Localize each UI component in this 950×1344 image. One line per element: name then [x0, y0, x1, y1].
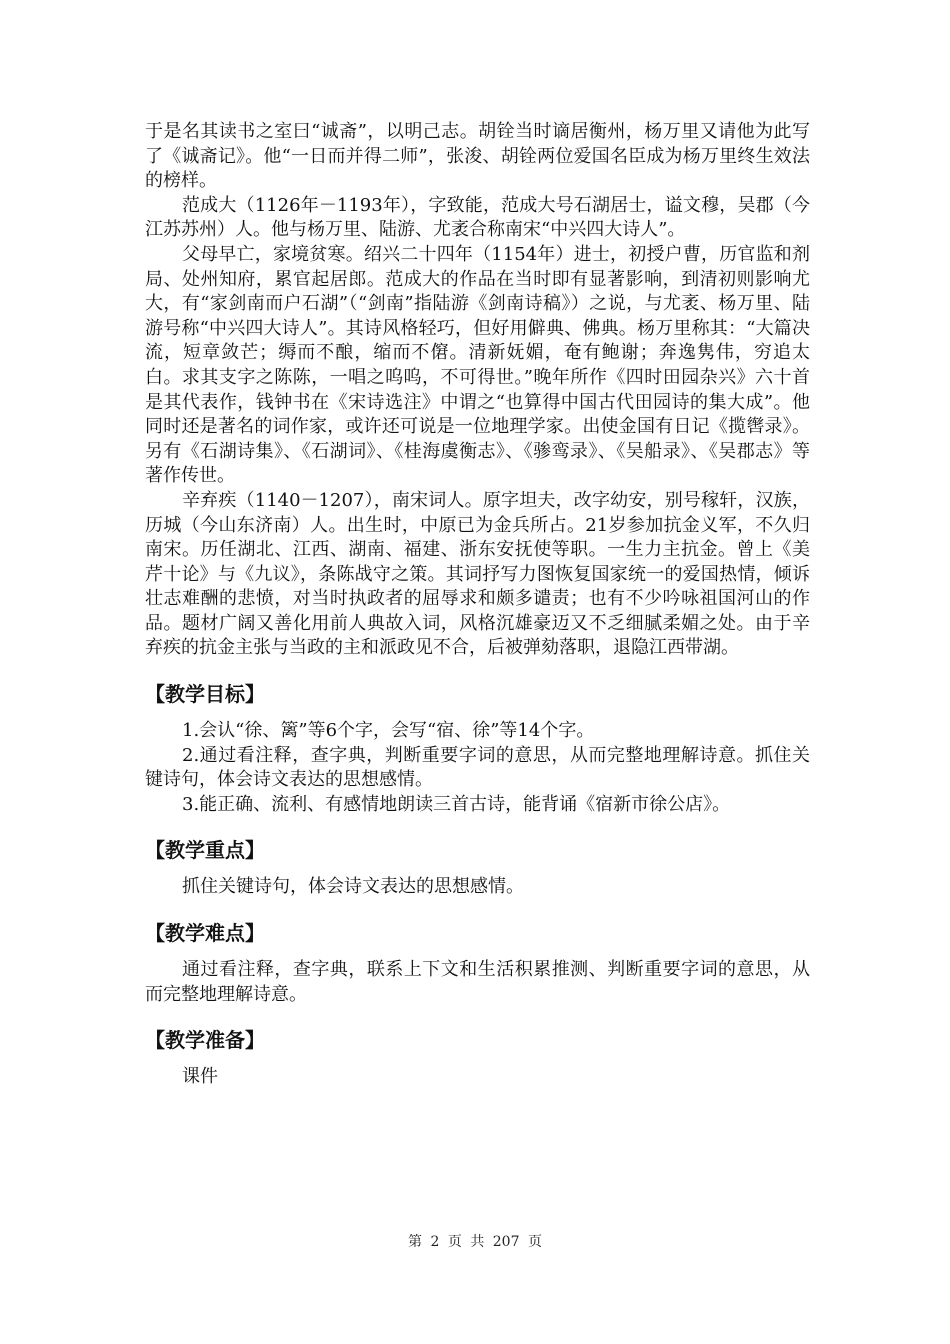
- preparation-text: 课件: [182, 1066, 218, 1088]
- key-points-text: 抓住关键诗句，体会诗文表达的思想感情。: [182, 876, 524, 898]
- footer-total-pages: 207: [492, 1234, 520, 1250]
- footer-current-page: 2: [430, 1234, 440, 1250]
- body-paragraph-xin-qiji-bio: 辛弃疾（1140－1207），南宋词人。原字坦夫，改字幼安，别号稼轩，汉族，历城（今山东济南）人。出生时，中原已为金兵所占。21岁参加抗金义军，不久归南宋。历任湖北、江西、湖南、福建、浙东安抚使等职。一生力主抗金。曾上《美芹十论》与《九议》，条陈战守之策。其词抒写力图恢复国家统一的爱国热情，倾诉壮志难酬的悲愤，对当时执政者的屈辱求和颇多谴责；也有不少吟咏祖国河山的作品。题材广阔又善化用前人典故入词，风格沉雄豪迈又不乏细腻柔媚之处。由于辛弃疾的抗金主张与当政的主和派政见不合，后被弹劾落职，退隐江西带湖。: [145, 489, 810, 659]
- objective-item: 1.会认“徐、篱”等6个字，会写“宿、徐”等14个字。: [182, 720, 595, 742]
- body-paragraph-fan-chengda-intro: 范成大（1126年－1193年），字致能，范成大号石湖居士，谥文穆，吴郡（今江苏苏州）人。他与杨万里、陆游、尤袤合称南宋“中兴四大诗人”。: [145, 194, 810, 241]
- footer-prefix: 第: [408, 1234, 423, 1250]
- objective-item: 3.能正确、流利、有感情地朗读三首古诗，能背诵《宿新市徐公店》。: [182, 793, 731, 815]
- footer-total-word: 共: [470, 1234, 485, 1250]
- section-heading-preparation: 【教学准备】: [145, 1028, 265, 1053]
- page-content: [145, 120, 810, 1090]
- footer-suffix: 页: [527, 1234, 542, 1250]
- section-heading-objectives: 【教学目标】: [145, 682, 265, 707]
- body-paragraph-continued: 于是名其读书之室曰“诚斋”，以明己志。胡铨当时谪居衡州，杨万里又请他为此写了《诚斋记》。他“一日而并得二师”，张浚、胡铨两位爱国名臣成为杨万里终生效法的榜样。: [145, 121, 810, 192]
- page-footer: [0, 1233, 950, 1251]
- section-heading-key-points: 【教学重点】: [145, 838, 265, 863]
- body-paragraph-fan-chengda-bio: 父母早亡，家境贫寒。绍兴二十四年（1154年）进士，初授户曹，历官监和剂局、处州知府，累官起居郎。范成大的作品在当时即有显著影响，到清初则影响尤大，有“家剑南而户石湖”（“剑南”指陆游《剑南诗稿》）之说，与尤袤、杨万里、陆游号称“中兴四大诗人”。其诗风格轻巧，但好用僻典、佛典。杨万里称其：“大篇决流，短章敛芒；缛而不酿，缩而不僒。清新妩媚，奄有鲍谢；奔逸隽伟，穷追太白。求其支字之陈陈，一唱之呜呜，不可得世。”晚年所作《四时田园杂兴》六十首是其代表作，钱钟书在《宋诗选注》中谓之“也算得中国古代田园诗的集大成”。他同时还是著名的词作家，或许还可说是一位地理学家。出使金国有日记《揽辔录》。另有《石湖诗集》、《石湖词》、《桂海虞衡志》、《骖鸾录》、《吴船录》、《吴郡志》等著作传世。: [145, 243, 810, 487]
- objective-item: 2.通过看注释，查字典，判断重要字词的意思，从而完整地理解诗意。抓住关键诗句，体会诗文表达的思想感情。: [145, 744, 810, 791]
- footer-page-word: 页: [447, 1234, 462, 1250]
- section-heading-difficulties: 【教学难点】: [145, 921, 265, 946]
- difficulties-text: 通过看注释，查字典，联系上下文和生活积累推测、判断重要字词的意思，从而完整地理解诗意。: [145, 959, 810, 1005]
